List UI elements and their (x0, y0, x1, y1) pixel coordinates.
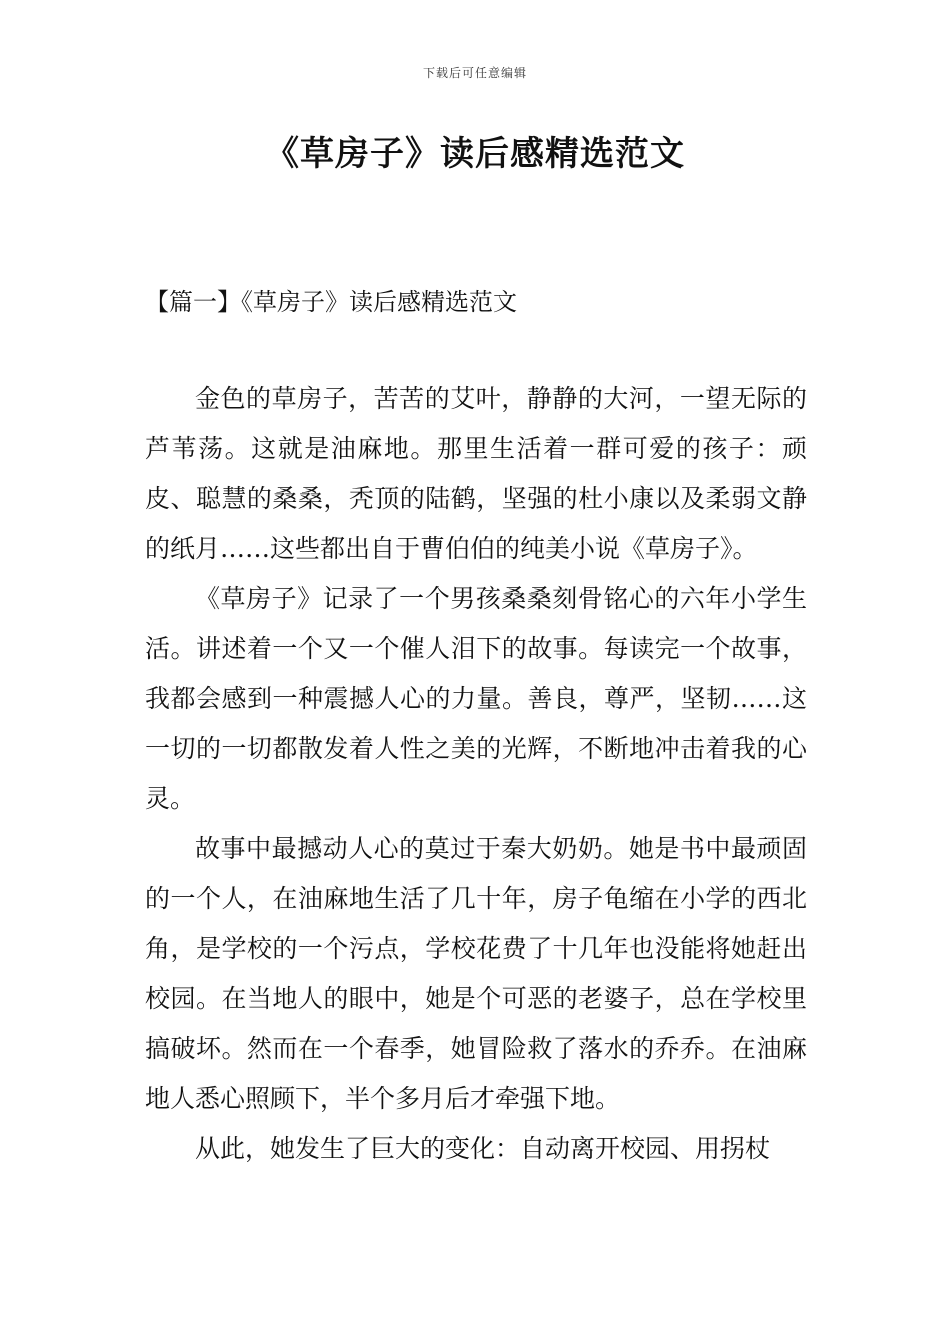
header-note: 下载后可任意编辑 (422, 66, 527, 80)
document-title: 《草房子》读后感精选范文 (265, 134, 685, 174)
document-body (145, 374, 807, 1174)
paragraph: 《草房子》记录了一个男孩桑桑刻骨铭心的六年小学生活。讲述着一个又一个催人泪下的故事。每读完一个故事，我都会感到一种震撼人心的力量。善良，尊严，坚韧……这一切的一切都散发着人性之美的光辉，不断地冲击着我的心灵。 (145, 584, 807, 813)
paragraph: 从此，她发生了巨大的变化：自动离开校园、用拐杖 (195, 1134, 771, 1163)
paragraph: 故事中最撼动人心的莫过于秦大奶奶。她是书中最顽固的一个人，在油麻地生活了几十年，房子龟缩在小学的西北角，是学校的一个污点，学校花费了十几年也没能将她赶出校园。在当地人的眼中，她是个可恶的老婆子，总在学校里搞破坏。然而在一个春季，她冒险救了落水的乔乔。在油麻地人悉心照顾下，半个多月后才牵强下地。 (145, 834, 807, 1113)
section-heading: 【篇一】《草房子》读后感精选范文 (145, 288, 517, 316)
paragraph: 金色的草房子，苦苦的艾叶，静静的大河，一望无际的芦苇荡。这就是油麻地。那里生活着一群可爱的孩子：顽皮、聪慧的桑桑，秃顶的陆鹤，坚强的杜小康以及柔弱文静的纸月……这些都出自于曹伯伯的纯美小说《草房子》。 (145, 384, 807, 563)
